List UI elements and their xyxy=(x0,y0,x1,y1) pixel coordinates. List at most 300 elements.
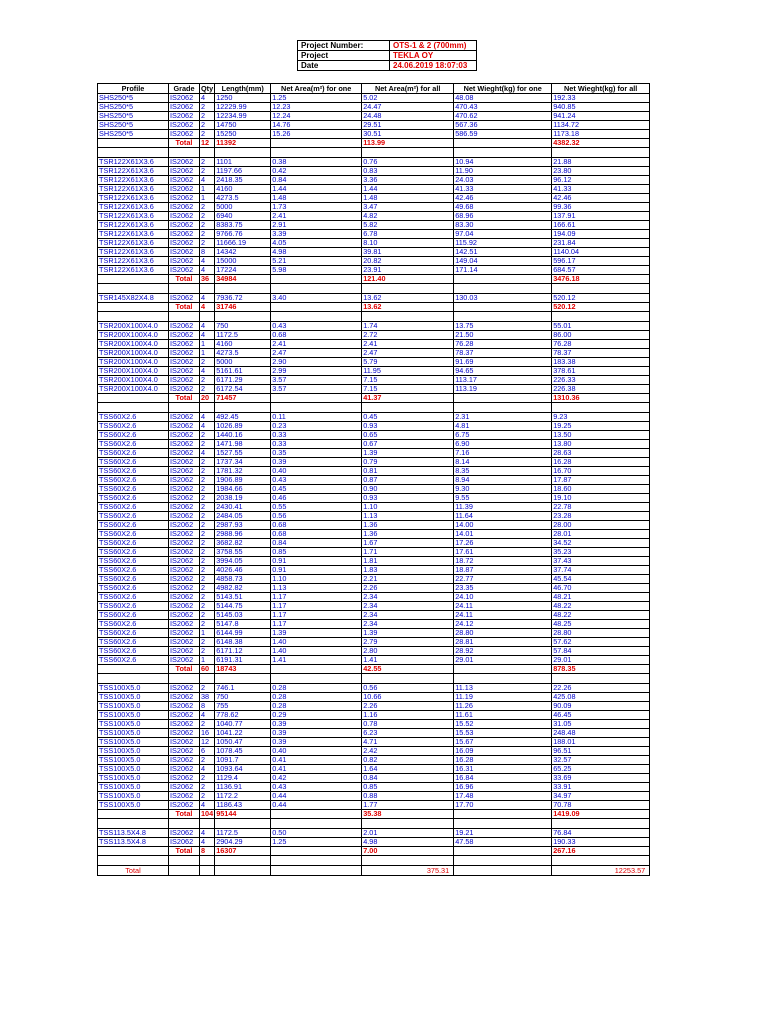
grade-cell: IS2062 xyxy=(169,584,200,593)
profile-cell: TSR145X82X4.8 xyxy=(98,294,169,303)
area-one-cell: 0.23 xyxy=(271,422,362,431)
area-all-cell: 2.26 xyxy=(362,702,454,711)
spacer-cell xyxy=(215,403,271,413)
weight-all-cell: 1140.04 xyxy=(552,248,650,257)
table-row xyxy=(98,720,650,729)
qty-cell: 6 xyxy=(200,747,215,756)
length-cell: 755 xyxy=(215,702,271,711)
weight-all-cell: 13.80 xyxy=(552,440,650,449)
grade-cell: IS2062 xyxy=(169,458,200,467)
length-cell: 5144.75 xyxy=(215,602,271,611)
table-row xyxy=(98,422,650,431)
table-row xyxy=(98,539,650,548)
table-row xyxy=(98,629,650,638)
area-one-cell: 1.39 xyxy=(271,629,362,638)
spacer-cell xyxy=(215,284,271,294)
weight-one-cell: 24.10 xyxy=(454,593,552,602)
weight-one-cell: 83.30 xyxy=(454,221,552,230)
weight-all-cell: 22.26 xyxy=(552,684,650,693)
group-spacer-row xyxy=(98,312,650,322)
area-one-cell: 1.17 xyxy=(271,620,362,629)
table-row xyxy=(98,476,650,485)
total-weight-all: 4382.32 xyxy=(552,139,650,148)
profile-cell: SHS250*5 xyxy=(98,112,169,121)
weight-all-cell: 166.61 xyxy=(552,221,650,230)
table-row xyxy=(98,103,650,112)
profile-cell: TSR122X61X3.6 xyxy=(98,203,169,212)
profile-cell: TSS60X2.6 xyxy=(98,440,169,449)
area-one-cell: 0.29 xyxy=(271,711,362,720)
column-header: Net Wieght(kg) for one xyxy=(454,84,552,94)
area-all-cell: 2.34 xyxy=(362,611,454,620)
profile-cell: TSR200X100X4.0 xyxy=(98,385,169,394)
qty-cell: 2 xyxy=(200,112,215,121)
spacer-cell xyxy=(552,312,650,322)
area-all-cell: 0.78 xyxy=(362,720,454,729)
grade-cell: IS2062 xyxy=(169,756,200,765)
spacer-cell xyxy=(98,312,169,322)
area-all-cell: 0.79 xyxy=(362,458,454,467)
length-cell: 1101 xyxy=(215,158,271,167)
profile-cell: TSS60X2.6 xyxy=(98,485,169,494)
weight-one-cell: 41.33 xyxy=(454,185,552,194)
qty-cell: 2 xyxy=(200,530,215,539)
area-one-cell: 1.40 xyxy=(271,638,362,647)
grade-cell: IS2062 xyxy=(169,774,200,783)
table-row xyxy=(98,801,650,810)
weight-all-cell: 32.57 xyxy=(552,756,650,765)
weight-all-cell: 96.12 xyxy=(552,176,650,185)
table-row xyxy=(98,203,650,212)
area-one-cell: 0.40 xyxy=(271,747,362,756)
area-all-cell: 1.36 xyxy=(362,530,454,539)
length-cell: 1041.22 xyxy=(215,729,271,738)
length-cell: 1471.98 xyxy=(215,440,271,449)
profile-cell: TSS100X5.0 xyxy=(98,747,169,756)
weight-one-cell: 149.04 xyxy=(454,257,552,266)
qty-cell: 2 xyxy=(200,103,215,112)
weight-one-cell: 567.36 xyxy=(454,121,552,130)
weight-one-cell: 28.81 xyxy=(454,638,552,647)
spacer-cell xyxy=(552,856,650,866)
area-one-cell: 1.48 xyxy=(271,194,362,203)
spacer-cell xyxy=(169,819,200,829)
project-info-table xyxy=(297,40,477,71)
spacer-cell xyxy=(552,148,650,158)
grade-cell: IS2062 xyxy=(169,611,200,620)
total-area-all: 35.38 xyxy=(362,810,454,819)
area-all-cell: 1.74 xyxy=(362,322,454,331)
spacer-cell xyxy=(98,819,169,829)
grade-cell: IS2062 xyxy=(169,801,200,810)
qty-cell: 2 xyxy=(200,720,215,729)
blank-cell xyxy=(454,303,552,312)
length-cell: 1078.45 xyxy=(215,747,271,756)
length-cell: 4858.73 xyxy=(215,575,271,584)
table-row xyxy=(98,530,650,539)
table-row xyxy=(98,512,650,521)
table-row xyxy=(98,684,650,693)
total-weight-all: 878.35 xyxy=(552,665,650,674)
table-row xyxy=(98,557,650,566)
weight-all-cell: 19.25 xyxy=(552,422,650,431)
grade-cell: IS2062 xyxy=(169,467,200,476)
grade-cell: IS2062 xyxy=(169,521,200,530)
length-cell: 2038.19 xyxy=(215,494,271,503)
weight-one-cell: 16.09 xyxy=(454,747,552,756)
spacer-cell xyxy=(169,856,200,866)
weight-all-cell: 28.63 xyxy=(552,449,650,458)
total-area-all: 113.99 xyxy=(362,139,454,148)
table-row xyxy=(98,774,650,783)
grade-cell: IS2062 xyxy=(169,548,200,557)
table-row xyxy=(98,467,650,476)
table-row xyxy=(98,620,650,629)
profile-cell: TSR200X100X4.0 xyxy=(98,322,169,331)
total-area-all: 41.37 xyxy=(362,394,454,403)
grade-cell: IS2062 xyxy=(169,738,200,747)
length-cell: 3994.05 xyxy=(215,557,271,566)
weight-all-cell: 70.78 xyxy=(552,801,650,810)
area-one-cell: 0.33 xyxy=(271,431,362,440)
grade-cell: IS2062 xyxy=(169,792,200,801)
blank-cell xyxy=(271,275,362,284)
weight-one-cell: 11.39 xyxy=(454,503,552,512)
length-cell: 1737.34 xyxy=(215,458,271,467)
qty-cell: 1 xyxy=(200,194,215,203)
weight-one-cell: 22.77 xyxy=(454,575,552,584)
weight-all-cell: 17.87 xyxy=(552,476,650,485)
group-total-row xyxy=(98,303,650,312)
weight-one-cell: 16.84 xyxy=(454,774,552,783)
length-cell: 5000 xyxy=(215,203,271,212)
table-row xyxy=(98,548,650,557)
qty-cell: 2 xyxy=(200,512,215,521)
total-label: Total xyxy=(169,665,200,674)
weight-all-cell: 90.09 xyxy=(552,702,650,711)
grade-cell: IS2062 xyxy=(169,385,200,394)
length-cell: 1781.32 xyxy=(215,467,271,476)
table-row xyxy=(98,376,650,385)
spacer-cell xyxy=(362,148,454,158)
area-one-cell: 0.44 xyxy=(271,801,362,810)
spacer-cell xyxy=(200,674,215,684)
qty-cell: 2 xyxy=(200,575,215,584)
qty-cell: 8 xyxy=(200,248,215,257)
group-spacer-row xyxy=(98,819,650,829)
table-row xyxy=(98,593,650,602)
area-all-cell: 1.16 xyxy=(362,711,454,720)
area-all-cell: 1.13 xyxy=(362,512,454,521)
area-all-cell: 4.71 xyxy=(362,738,454,747)
length-cell: 5161.61 xyxy=(215,367,271,376)
weight-all-cell: 37.74 xyxy=(552,566,650,575)
spacer-cell xyxy=(215,312,271,322)
length-cell: 4982.82 xyxy=(215,584,271,593)
spacer-cell xyxy=(98,674,169,684)
profile-cell: SHS250*5 xyxy=(98,130,169,139)
project-info-row xyxy=(298,61,477,71)
grade-cell: IS2062 xyxy=(169,422,200,431)
area-all-cell: 13.62 xyxy=(362,294,454,303)
profile-cell: TSS60X2.6 xyxy=(98,512,169,521)
length-cell: 14750 xyxy=(215,121,271,130)
weight-one-cell: 18.72 xyxy=(454,557,552,566)
weight-all-cell: 31.05 xyxy=(552,720,650,729)
grade-cell: IS2062 xyxy=(169,620,200,629)
area-one-cell: 1.25 xyxy=(271,94,362,103)
table-row xyxy=(98,584,650,593)
length-cell: 15000 xyxy=(215,257,271,266)
area-one-cell: 1.25 xyxy=(271,838,362,847)
length-cell: 1250 xyxy=(215,94,271,103)
blank-cell xyxy=(271,303,362,312)
blank-cell xyxy=(271,665,362,674)
project-info-value: 24.06.2019 18:07:03 xyxy=(390,61,477,71)
length-cell: 6191.31 xyxy=(215,656,271,665)
area-one-cell: 4.05 xyxy=(271,239,362,248)
profile-cell: TSS60X2.6 xyxy=(98,431,169,440)
blank-cell xyxy=(215,866,271,876)
area-one-cell: 1.73 xyxy=(271,203,362,212)
area-one-cell: 0.43 xyxy=(271,476,362,485)
table-row xyxy=(98,729,650,738)
grade-cell: IS2062 xyxy=(169,575,200,584)
area-one-cell: 1.13 xyxy=(271,584,362,593)
total-qty: 104 xyxy=(201,809,214,818)
profile-cell: TSR200X100X4.0 xyxy=(98,358,169,367)
area-one-cell: 0.41 xyxy=(271,756,362,765)
grade-cell: IS2062 xyxy=(169,203,200,212)
spacer-cell xyxy=(271,819,362,829)
weight-one-cell: 21.50 xyxy=(454,331,552,340)
table-row xyxy=(98,711,650,720)
grade-cell: IS2062 xyxy=(169,602,200,611)
total-label: Total xyxy=(169,394,200,403)
table-row xyxy=(98,385,650,394)
weight-one-cell: 11.13 xyxy=(454,684,552,693)
length-cell: 6171.12 xyxy=(215,647,271,656)
area-one-cell: 0.35 xyxy=(271,449,362,458)
grade-cell: IS2062 xyxy=(169,494,200,503)
column-header: Qty xyxy=(201,84,214,93)
blank-cell xyxy=(454,847,552,856)
grade-cell: IS2062 xyxy=(169,656,200,665)
weight-one-cell: 6.90 xyxy=(454,440,552,449)
length-cell: 1186.43 xyxy=(215,801,271,810)
qty-cell: 4 xyxy=(200,294,215,303)
table-row xyxy=(98,194,650,203)
qty-cell: 2 xyxy=(200,566,215,575)
length-cell: 6171.29 xyxy=(215,376,271,385)
total-label: Total xyxy=(169,275,200,284)
weight-one-cell: 97.04 xyxy=(454,230,552,239)
grade-cell: IS2062 xyxy=(169,838,200,847)
weight-all-cell: 22.78 xyxy=(552,503,650,512)
table-row xyxy=(98,167,650,176)
area-all-cell: 0.88 xyxy=(362,792,454,801)
area-all-cell: 1.81 xyxy=(362,557,454,566)
total-qty: 60 xyxy=(200,665,215,674)
grade-cell: IS2062 xyxy=(169,566,200,575)
qty-cell: 1 xyxy=(200,656,215,665)
weight-all-cell: 425.08 xyxy=(552,693,650,702)
weight-all-cell: 684.57 xyxy=(552,266,650,275)
weight-all-cell: 13.50 xyxy=(552,431,650,440)
weight-all-cell: 19.10 xyxy=(552,494,650,503)
qty-cell: 2 xyxy=(200,376,215,385)
weight-all-cell: 137.91 xyxy=(552,212,650,221)
weight-one-cell: 17.61 xyxy=(454,548,552,557)
table-row xyxy=(98,239,650,248)
profile-cell: TSS60X2.6 xyxy=(98,458,169,467)
qty-cell: 4 xyxy=(200,422,215,431)
grade-cell: IS2062 xyxy=(169,431,200,440)
weight-all-cell: 96.51 xyxy=(552,747,650,756)
area-one-cell: 15.26 xyxy=(271,130,362,139)
area-all-cell: 0.82 xyxy=(362,756,454,765)
weight-all-cell: 33.69 xyxy=(552,774,650,783)
weight-one-cell: 171.14 xyxy=(454,266,552,275)
length-cell: 1040.77 xyxy=(215,720,271,729)
qty-cell: 2 xyxy=(200,548,215,557)
length-cell: 5147.8 xyxy=(215,620,271,629)
area-one-cell: 12.23 xyxy=(271,103,362,112)
profile-cell: TSS60X2.6 xyxy=(98,449,169,458)
area-one-cell: 5.98 xyxy=(271,266,362,275)
length-cell: 4273.5 xyxy=(215,349,271,358)
length-cell: 2484.05 xyxy=(215,512,271,521)
area-all-cell: 1.36 xyxy=(362,521,454,530)
qty-cell: 2 xyxy=(200,239,215,248)
area-one-cell: 14.76 xyxy=(271,121,362,130)
weight-one-cell: 91.69 xyxy=(454,358,552,367)
area-one-cell: 0.39 xyxy=(271,738,362,747)
table-row xyxy=(98,838,650,847)
area-all-cell: 1.10 xyxy=(362,503,454,512)
group-spacer-row xyxy=(98,674,650,684)
area-all-cell: 2.42 xyxy=(362,747,454,756)
grade-cell: IS2062 xyxy=(169,449,200,458)
length-cell: 6148.38 xyxy=(215,638,271,647)
table-row xyxy=(98,647,650,656)
table-row xyxy=(98,322,650,331)
qty-cell: 2 xyxy=(200,467,215,476)
qty-cell: 2 xyxy=(200,221,215,230)
length-cell: 1136.91 xyxy=(215,783,271,792)
weight-all-cell: 33.91 xyxy=(552,783,650,792)
spacer-cell xyxy=(215,674,271,684)
profile-cell: TSR122X61X3.6 xyxy=(98,167,169,176)
weight-all-cell: 48.22 xyxy=(552,602,650,611)
weight-one-cell: 11.26 xyxy=(454,702,552,711)
project-info-value: OTS-1 & 2 (700mm) xyxy=(390,41,477,51)
table-row xyxy=(98,158,650,167)
qty-cell: 2 xyxy=(200,476,215,485)
weight-one-cell: 13.75 xyxy=(454,322,552,331)
qty-cell: 2 xyxy=(200,602,215,611)
area-one-cell: 0.68 xyxy=(271,530,362,539)
qty-cell: 2 xyxy=(200,792,215,801)
profile-cell: SHS250*5 xyxy=(98,103,169,112)
spacer-cell xyxy=(454,148,552,158)
spacer-cell xyxy=(552,674,650,684)
qty-cell: 2 xyxy=(200,774,215,783)
table-row xyxy=(98,702,650,711)
spacer-cell xyxy=(362,284,454,294)
column-header: Length(mm) xyxy=(215,84,271,94)
area-one-cell: 0.40 xyxy=(271,467,362,476)
profile-cell: TSR122X61X3.6 xyxy=(98,230,169,239)
weight-all-cell: 1134.72 xyxy=(552,121,650,130)
weight-one-cell: 16.28 xyxy=(454,756,552,765)
area-one-cell: 0.39 xyxy=(271,720,362,729)
table-row xyxy=(98,756,650,765)
area-all-cell: 0.93 xyxy=(362,494,454,503)
profile-cell: TSS100X5.0 xyxy=(98,702,169,711)
weight-one-cell: 470.62 xyxy=(454,112,552,121)
grade-cell: IS2062 xyxy=(169,212,200,221)
length-cell: 6144.99 xyxy=(215,629,271,638)
area-all-cell: 0.83 xyxy=(362,167,454,176)
weight-one-cell: 14.00 xyxy=(454,521,552,530)
weight-one-cell: 2.31 xyxy=(454,413,552,422)
qty-cell: 2 xyxy=(200,158,215,167)
project-info-row xyxy=(298,41,477,51)
total-qty: 4 xyxy=(200,303,215,312)
length-cell: 11666.19 xyxy=(215,239,271,248)
qty-cell: 4 xyxy=(200,765,215,774)
blank-cell xyxy=(454,866,552,876)
profile-cell: TSS60X2.6 xyxy=(98,629,169,638)
grade-cell: IS2062 xyxy=(169,512,200,521)
total-area-all: 121.40 xyxy=(362,275,454,284)
weight-one-cell: 113.19 xyxy=(454,385,552,394)
weight-all-cell: 192.33 xyxy=(552,94,650,103)
weight-all-cell: 57.62 xyxy=(552,638,650,647)
profile-cell: TSS60X2.6 xyxy=(98,548,169,557)
group-spacer-row xyxy=(98,148,650,158)
area-one-cell: 0.45 xyxy=(271,485,362,494)
qty-cell: 4 xyxy=(200,413,215,422)
length-cell: 6940 xyxy=(215,212,271,221)
grade-cell: IS2062 xyxy=(169,248,200,257)
spacer-cell xyxy=(454,674,552,684)
table-row xyxy=(98,130,650,139)
spacer-cell xyxy=(552,403,650,413)
profile-cell: TSS60X2.6 xyxy=(98,620,169,629)
qty-cell: 12 xyxy=(200,738,215,747)
weight-all-cell: 23.80 xyxy=(552,167,650,176)
weight-one-cell: 130.03 xyxy=(454,294,552,303)
group-total-row xyxy=(98,847,650,856)
table-row xyxy=(98,185,650,194)
qty-cell: 2 xyxy=(200,440,215,449)
blank-cell xyxy=(271,394,362,403)
area-all-cell: 5.79 xyxy=(362,358,454,367)
area-all-cell: 1.39 xyxy=(362,449,454,458)
weight-one-cell: 7.16 xyxy=(454,449,552,458)
table-row xyxy=(98,212,650,221)
profile-cell: TSS60X2.6 xyxy=(98,530,169,539)
weight-all-cell: 46.45 xyxy=(552,711,650,720)
spacer-cell xyxy=(454,856,552,866)
weight-one-cell: 47.58 xyxy=(454,838,552,847)
area-one-cell: 0.68 xyxy=(271,331,362,340)
area-all-cell: 1.83 xyxy=(362,566,454,575)
spacer-cell xyxy=(200,856,215,866)
spacer-cell xyxy=(200,403,215,413)
